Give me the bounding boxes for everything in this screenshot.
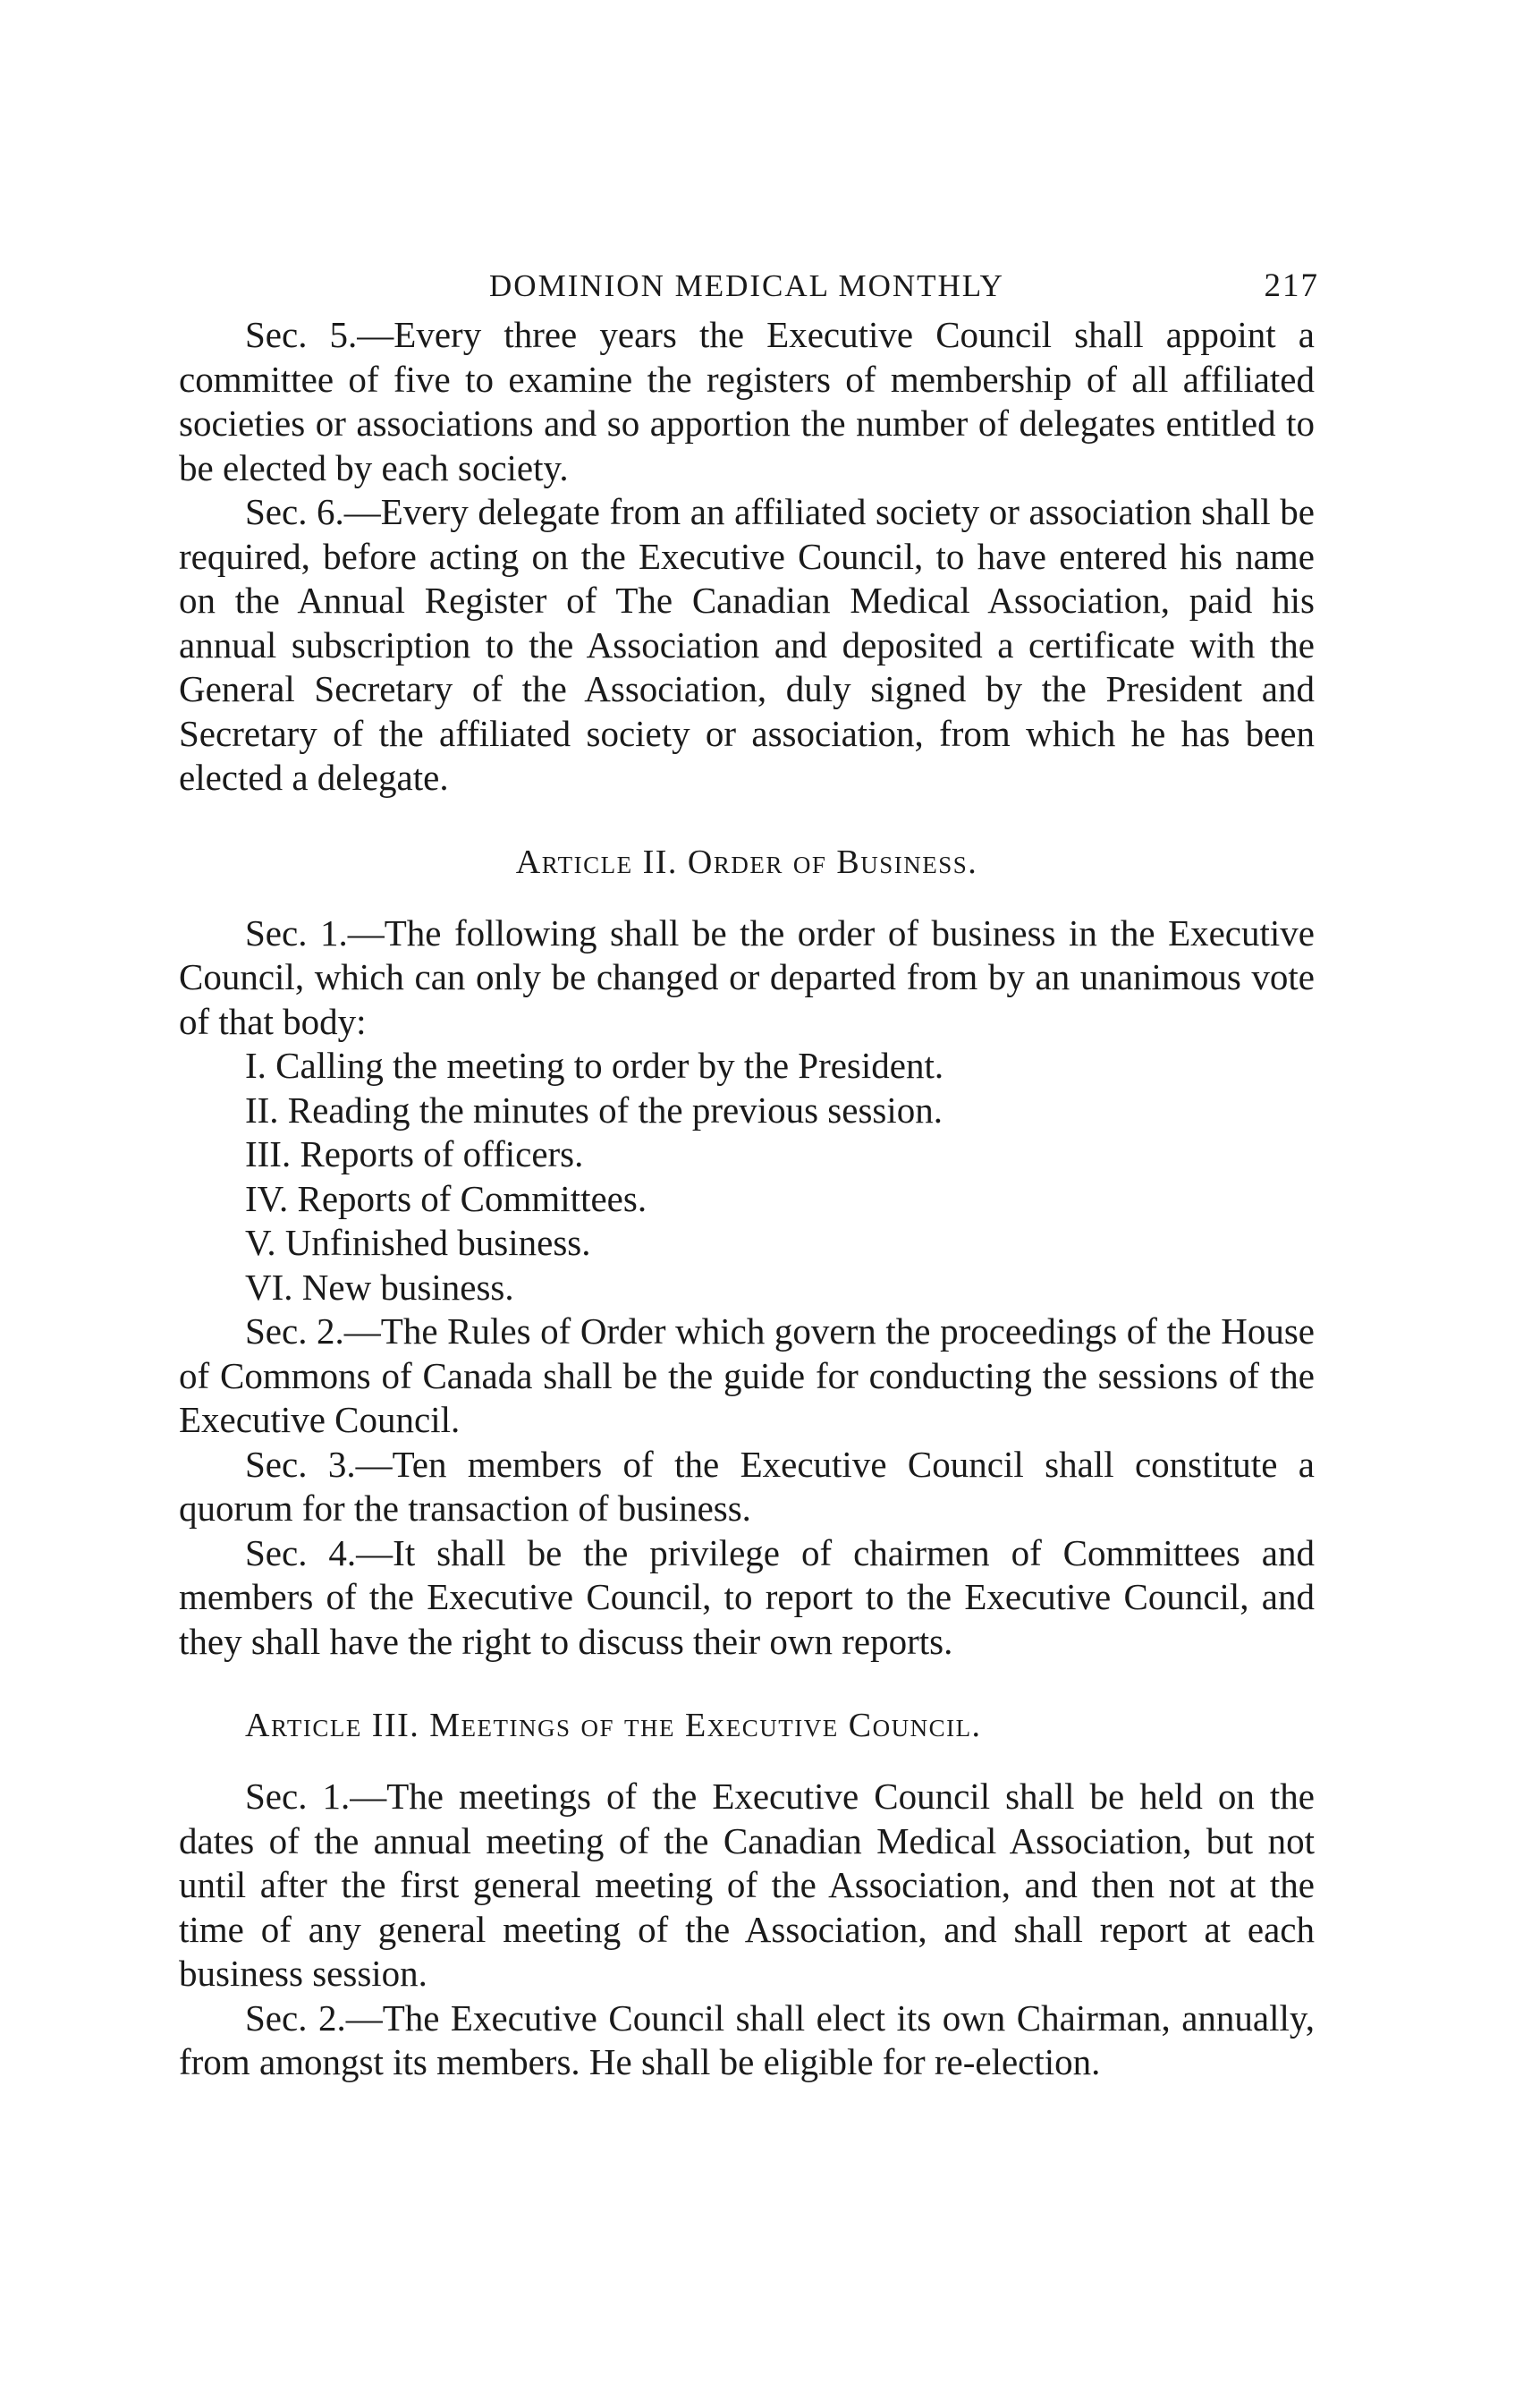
article-ii-sec-1-paragraph: Sec. 1.—The following shall be the order of business in the Executive Council, which can only be changed or departed from by an unanimous vote of that body: <box>179 911 1315 1042</box>
document-page <box>179 259 1319 2085</box>
sec-5-paragraph: Sec. 5.—Every three years the Executive Council shall appoint a committee of five to examine the registers of membership of all affiliated societies or associations and so apportion the number of delegates entitled to be elected by each society. <box>179 314 1315 488</box>
journal-title: DOMINION MEDICAL MONTHLY <box>489 268 1004 303</box>
order-item: IV. Reports of Committees. <box>245 1177 647 1219</box>
article-ii-sec-4-paragraph: Sec. 4.—It shall be the privilege of chairmen of Committees and members of the Executive Council, to report to the Executive Council, and they shall have the right to discuss their own reports. <box>179 1531 1315 1662</box>
article-ii-sec-2-paragraph: Sec. 2.—The Rules of Order which govern the proceedings of the House of Commons of Canada shall be the guide for conducting the sessions of the Executive Council. <box>179 1310 1315 1440</box>
sec-6-paragraph: Sec. 6.—Every delegate from an affiliated society or association shall be required, before acting on the Executive Council, to have entered his name on the Annual Register of The Canadian Medical Association, paid his annual subscription to the Association and deposited a certificate with the General Secretary of the Association, duly signed by the President and Secretary of the affiliated society or association, from which he has been elected a delegate. <box>179 491 1315 798</box>
order-item: II. Reading the minutes of the previous session. <box>245 1089 943 1131</box>
order-item: V. Unfinished business. <box>245 1222 591 1263</box>
article-iii-sec-1-paragraph: Sec. 1.—The meetings of the Executive Council shall be held on the dates of the annual meeting of the Canadian Medical Association, but not until after the first general meeting of the Association, and then not at the time of any general meeting of the Association, and shall report at each business session. <box>179 1776 1315 1994</box>
page-number: 217 <box>1264 267 1319 304</box>
order-item: I. Calling the meeting to order by the President. <box>245 1045 944 1086</box>
article-ii-sec-3-paragraph: Sec. 3.—Ten members of the Executive Council shall constitute a quorum for the transaction of business. <box>179 1443 1315 1529</box>
article-ii-body <box>179 911 1315 1665</box>
article-iii-heading: Article III. Meetings of the Executive Council. <box>245 1707 982 1744</box>
article-ii-heading: Article II. Order of Business. <box>515 843 978 881</box>
article-i-continuation <box>179 313 1315 801</box>
order-item: VI. New business. <box>245 1266 514 1308</box>
order-item: III. Reports of officers. <box>245 1133 584 1174</box>
article-iii-sec-2-paragraph: Sec. 2.—The Executive Council shall elect its own Chairman, annually, from amongst its members. He shall be eligible for re-election. <box>179 1996 1315 2082</box>
running-head <box>179 259 1319 313</box>
article-iii-body <box>179 1775 1315 2085</box>
